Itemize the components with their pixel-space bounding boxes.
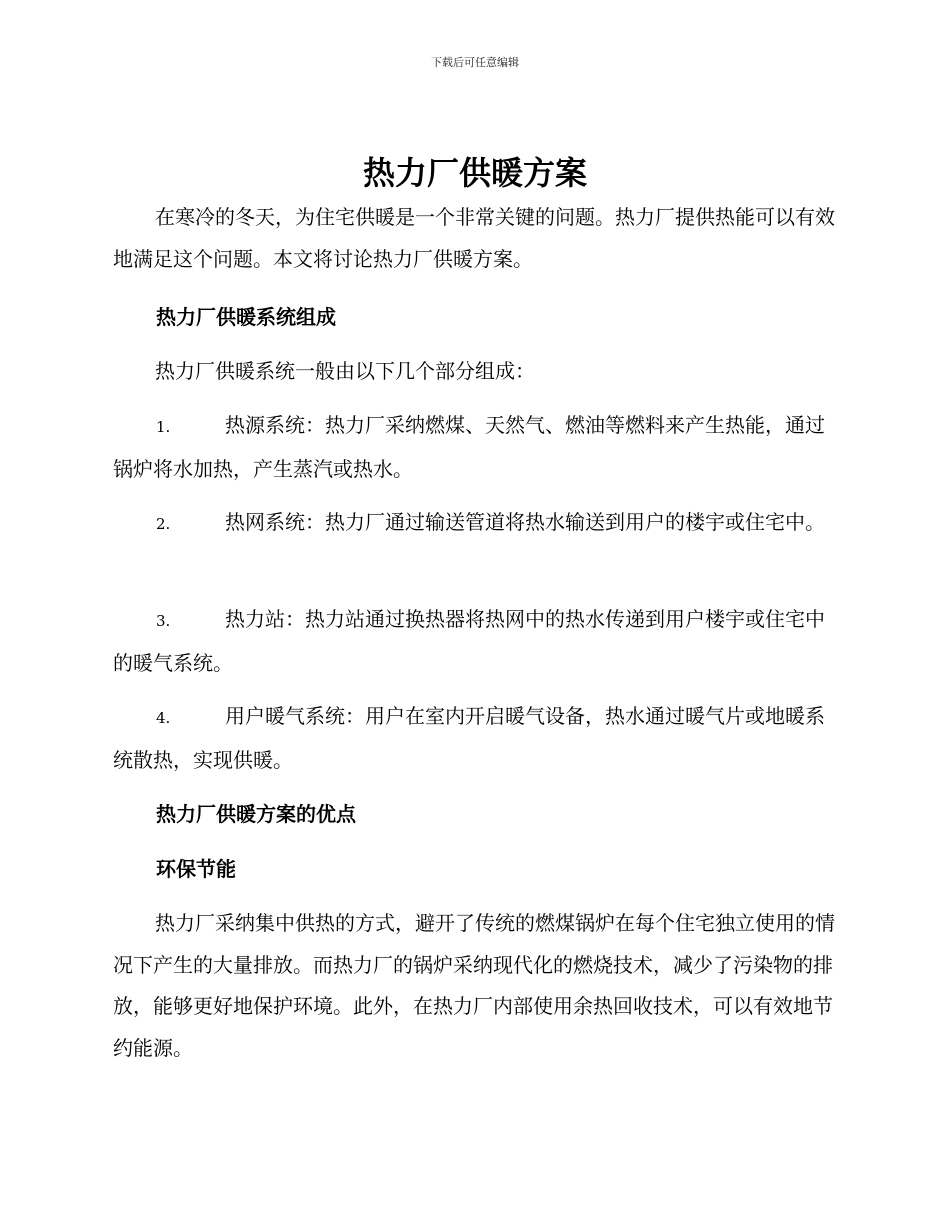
document-title: 热力厂供暖方案 bbox=[362, 154, 587, 192]
section-heading-composition: 热力厂供暖系统组成 bbox=[156, 305, 336, 329]
section-heading-advantages: 热力厂供暖方案的优点 bbox=[156, 802, 356, 826]
list-item-number: 1. bbox=[156, 418, 171, 436]
list-item-number: 4. bbox=[156, 709, 171, 727]
intro-paragraph: 在寒冷的冬天，为住宅供暖是一个非常关键的问题。热力厂提供热能可以有效地满足这个问题。本文将讨论热力厂供暖方案。 bbox=[113, 205, 835, 271]
list-item-text: 热源系统：热力厂采纳燃煤、天然气、燃油等燃料来产生热能，通过锅炉将水加热，产生蒸汽或热水。 bbox=[113, 413, 825, 481]
section-lead-paragraph: 热力厂供暖系统一般由以下几个部分组成： bbox=[155, 359, 535, 383]
list-item-number: 2. bbox=[156, 515, 171, 533]
list-item-text: 热网系统：热力厂通过输送管道将热水输送到用户的楼宇或住宅中。 bbox=[225, 510, 825, 534]
list-item bbox=[113, 599, 835, 684]
list-item bbox=[113, 502, 835, 546]
list-item bbox=[113, 405, 835, 490]
list-item-text: 热力站：热力站通过换热器将热网中的热水传递到用户楼宇或住宅中的暖气系统。 bbox=[113, 607, 825, 675]
list-item-number: 3. bbox=[156, 612, 171, 630]
list-item bbox=[113, 696, 835, 781]
subheading-eco: 环保节能 bbox=[156, 857, 236, 881]
eco-paragraph: 热力厂采纳集中供热的方式，避开了传统的燃煤锅炉在每个住宅独立使用的情况下产生的大量排放。而热力厂的锅炉采纳现代化的燃烧技术，减少了污染物的排放，能够更好地保护环境。此外，在热力厂内部使用余热回收技术，可以有效地节约能源。 bbox=[113, 911, 835, 1060]
list-item-text: 用户暖气系统：用户在室内开启暖气设备，热水通过暖气片或地暖系统散热，实现供暖。 bbox=[113, 704, 825, 772]
header-note: 下载后可任意编辑 bbox=[431, 56, 519, 69]
